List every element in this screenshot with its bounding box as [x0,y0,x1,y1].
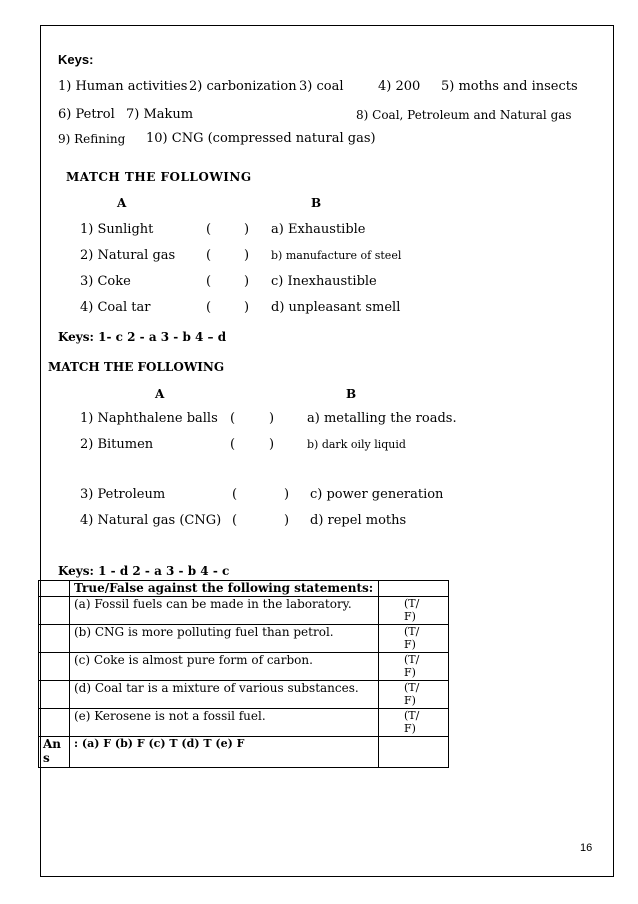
table-row [39,709,449,737]
match2-b-item: a) metalling the roads. [307,411,457,426]
match2-heading: MATCH THE FOLLOWING [48,360,225,374]
tf-mark-bottom: F) [404,638,416,651]
key-item: 9) Refining [58,132,126,146]
match2-b-item: b) dark oily liquid [307,438,406,451]
match2-keys [58,564,229,578]
match1-a-item: 2) Natural gas [80,248,176,263]
paren-open: ( [232,513,238,528]
paren-close: ) [244,300,250,315]
paren-open: ( [206,274,212,289]
tf-mark-bottom: F) [404,694,416,707]
match1-keys [58,330,226,344]
key-item: 2) carbonization [189,79,297,94]
tf-mark-bottom: F) [404,610,416,623]
statement-cell: (c) Coke is almost pure form of carbon. [70,653,379,681]
match1-col-a: A [117,196,127,210]
tf-mark-cell [379,597,449,625]
tf-mark-bottom: F) [404,722,416,735]
table-row [39,681,449,709]
true-false-heading: True/False against the following statements: [70,581,379,597]
tf-mark-top: (T/ [404,625,420,638]
match2-a-item: 4) Natural gas (CNG) [80,513,222,528]
tf-mark-top: (T/ [404,681,420,694]
paren-close: ) [244,248,250,263]
table-cell [39,597,70,625]
tf-mark-bottom: F) [404,666,416,679]
paren-close: ) [244,274,250,289]
paren-close: ) [269,437,275,452]
table-cell [39,653,70,681]
table-row [39,597,449,625]
tf-mark-cell [379,709,449,737]
match1-keys-label: Keys [58,330,90,344]
key-item: 5) moths and insects [441,79,578,94]
table-row [39,625,449,653]
match2-col-b: B [346,387,357,401]
table-cell [39,681,70,709]
key-item: 8) Coal, Petroleum and Natural gas [356,108,572,122]
tf-mark-cell [379,625,449,653]
answer-label-cell [39,737,70,768]
match2-b-item: c) power generation [310,487,444,502]
table-cell [39,581,70,597]
table-cell [379,581,449,597]
table-row [39,653,449,681]
match1-keys-value: : 1- c 2 - a 3 - b 4 – d [89,330,227,344]
key-item: 7) Makum [126,107,194,122]
tf-mark-cell [379,653,449,681]
key-item: 3) coal [299,79,344,94]
match1-a-item: 1) Sunlight [80,222,154,237]
match2-a-item: 2) Bitumen [80,437,154,452]
match1-b-item: c) Inexhaustible [271,274,377,289]
answer-label-bottom: s [43,751,50,765]
match2-keys-value: : 1 - d 2 - a 3 - b 4 - c [89,564,230,578]
paren-close: ) [284,487,290,502]
match2-keys-label: Keys [58,564,90,578]
key-item: 4) 200 [378,79,421,94]
tf-mark-top: (T/ [404,653,420,666]
match2-a-item: 3) Petroleum [80,487,166,502]
match2-a-item: 1) Naphthalene balls [80,411,218,426]
paren-open: ( [230,437,236,452]
match1-b-item: a) Exhaustible [271,222,366,237]
paren-open: ( [230,411,236,426]
statement-cell: (a) Fossil fuels can be made in the laboratory. [70,597,379,625]
statement-cell: (b) CNG is more polluting fuel than petrol. [70,625,379,653]
tf-mark-top: (T/ [404,709,420,722]
match1-a-item: 4) Coal tar [80,300,151,315]
match1-heading: MATCH THE FOLLOWING [66,170,252,184]
statement-cell: (e) Kerosene is not a fossil fuel. [70,709,379,737]
paren-open: ( [206,222,212,237]
table-cell [379,737,449,768]
paren-close: ) [284,513,290,528]
answer-row [39,737,449,768]
paren-open: ( [206,248,212,263]
table-cell [39,625,70,653]
page-number: 16 [580,842,593,854]
statement-cell: (d) Coal tar is a mixture of various substances. [70,681,379,709]
match1-b-item: d) unpleasant smell [271,300,401,315]
paren-open: ( [232,487,238,502]
answer-label-top: An [43,737,62,751]
match2-col-a: A [155,387,165,401]
paren-open: ( [206,300,212,315]
key-item: 6) Petrol [58,107,115,122]
paren-close: ) [244,222,250,237]
match1-a-item: 3) Coke [80,274,131,289]
keys-title: Keys: [58,52,94,67]
tf-mark-cell [379,681,449,709]
match2-b-item: d) repel moths [310,513,407,528]
key-item: 1) Human activities [58,79,188,94]
table-cell [39,709,70,737]
key-item: 10) CNG (compressed natural gas) [146,131,376,146]
match1-b-item: b) manufacture of steel [271,249,402,262]
paren-close: ) [269,411,275,426]
answer-value: : (a) F (b) F (c) T (d) T (e) F [70,737,379,768]
true-false-table [38,580,449,768]
tf-mark-top: (T/ [404,597,420,610]
match1-col-b: B [311,196,322,210]
